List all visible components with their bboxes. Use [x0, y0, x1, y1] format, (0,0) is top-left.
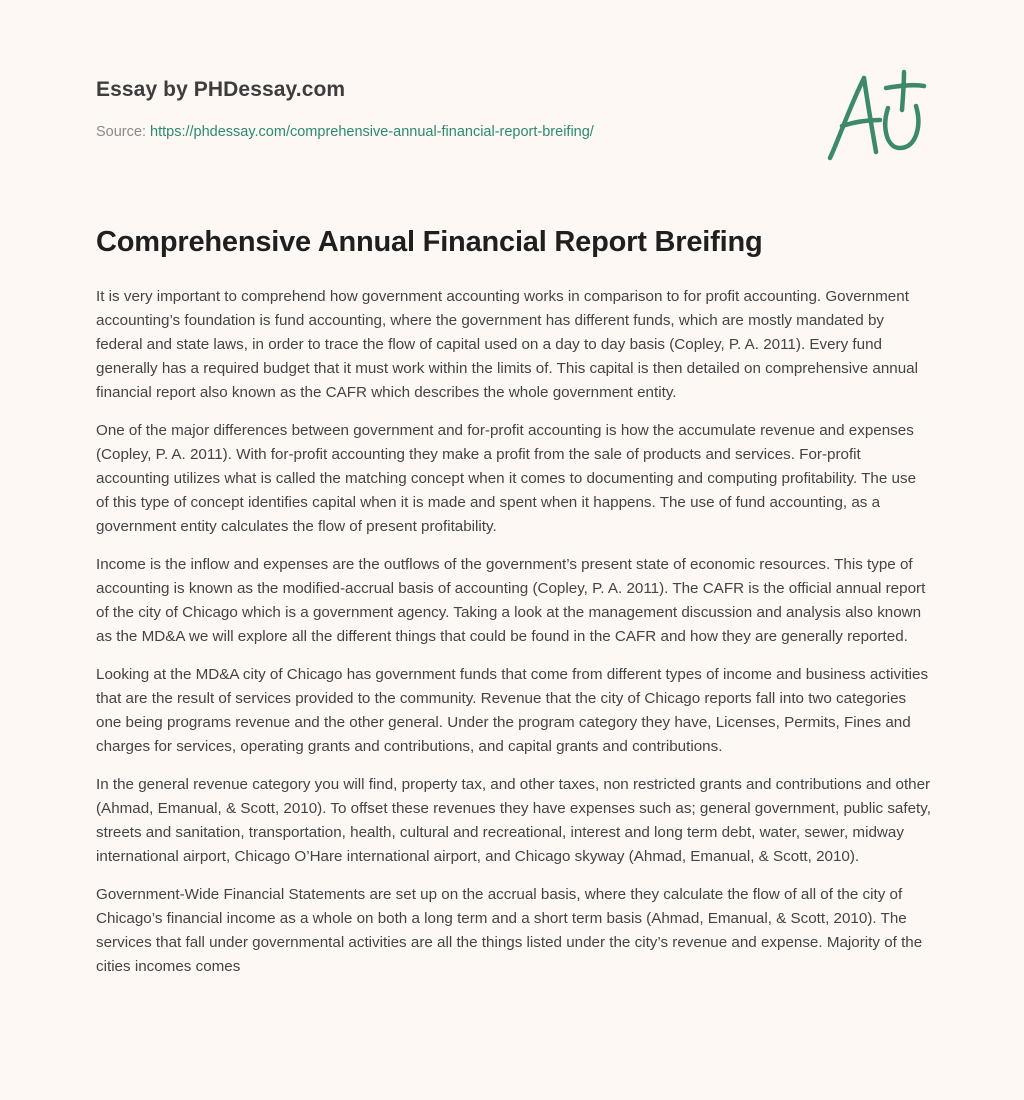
- paragraph: One of the major differences between government and for-profit accounting is how the accumulate revenue and expenses (Copley, P. A. 2011). With for-profit accounting they make a profit from the sale of products and services. For-profit accounting utilizes what is called the matching concept when it comes to documenting and computing profitability. The use of this type of concept identifies capital when it is made and spent when it happens. The use of fund accounting, as a government entity calculates the flow of present profitability.: [96, 422, 917, 535]
- source-label: Source:: [96, 124, 146, 140]
- paragraph: Looking at the MD&A city of Chicago has government funds that come from different types of income and business activities that are the result of services provided to the community. Revenue that the city of Chicago reports fall into two categories one being programs revenue and the other general. Under the program category they have, Licenses, Permits, Fines and charges for services, operating grants and contributions, and capital grants and contributions.: [96, 666, 929, 755]
- article-title: Comprehensive Annual Financial Report Breifing: [96, 226, 763, 258]
- article-body: [96, 285, 932, 993]
- brand-title: Essay by PHDessay.com: [96, 78, 346, 101]
- paragraph: In the general revenue category you will find, property tax, and other taxes, non restricted grants and contributions and other (Ahmad, Emanual, & Scott, 2010). To offset these revenues they have expenses such as; general government, public safety, streets and sanitation, transportation, health, cultural and recreational, interest and long term debt, water, sewer, midway international airport, Chicago O’Hare international airport, and Chicago skyway (Ahmad, Emanual, & Scott, 2010).: [96, 776, 931, 865]
- paragraph: Income is the inflow and expenses are the outflows of the government’s present state of economic resources. This type of accounting is known as the modified-accrual basis of accounting (Copley, P. A. 2011). The CAFR is the official annual report of the city of Chicago which is a government agency. Taking a look at the management discussion and analysis also known as the MD&A we will explore all the different things that could be found in the CAFR and how they are generally reported.: [96, 556, 926, 645]
- paragraph: Government-Wide Financial Statements are set up on the accrual basis, where they calculate the flow of all of the city of Chicago’s financial income as a whole on both a long term and a short term basis (Ahmad, Emanual, & Scott, 2010). The services that fall under governmental activities are all the things listed under the city’s revenue and expense. Majority of the cities incomes comes: [96, 886, 923, 975]
- source-link[interactable]: https://phdessay.com/comprehensive-annual-financial-report-breifing/: [150, 124, 594, 140]
- a-plus-logo: [820, 66, 930, 166]
- paragraph: It is very important to comprehend how government accounting works in comparison to for profit accounting. Government accounting’s foundation is fund accounting, where the government has different funds, which are mostly mandated by federal and state laws, in order to trace the flow of capital used on a day to day basis (Copley, P. A. 2011). Every fund generally has a required budget that it must work within the limits of. This capital is then detailed on comprehensive annual financial report also known as the CAFR which describes the whole government entity.: [96, 288, 918, 401]
- source-line: [96, 124, 594, 140]
